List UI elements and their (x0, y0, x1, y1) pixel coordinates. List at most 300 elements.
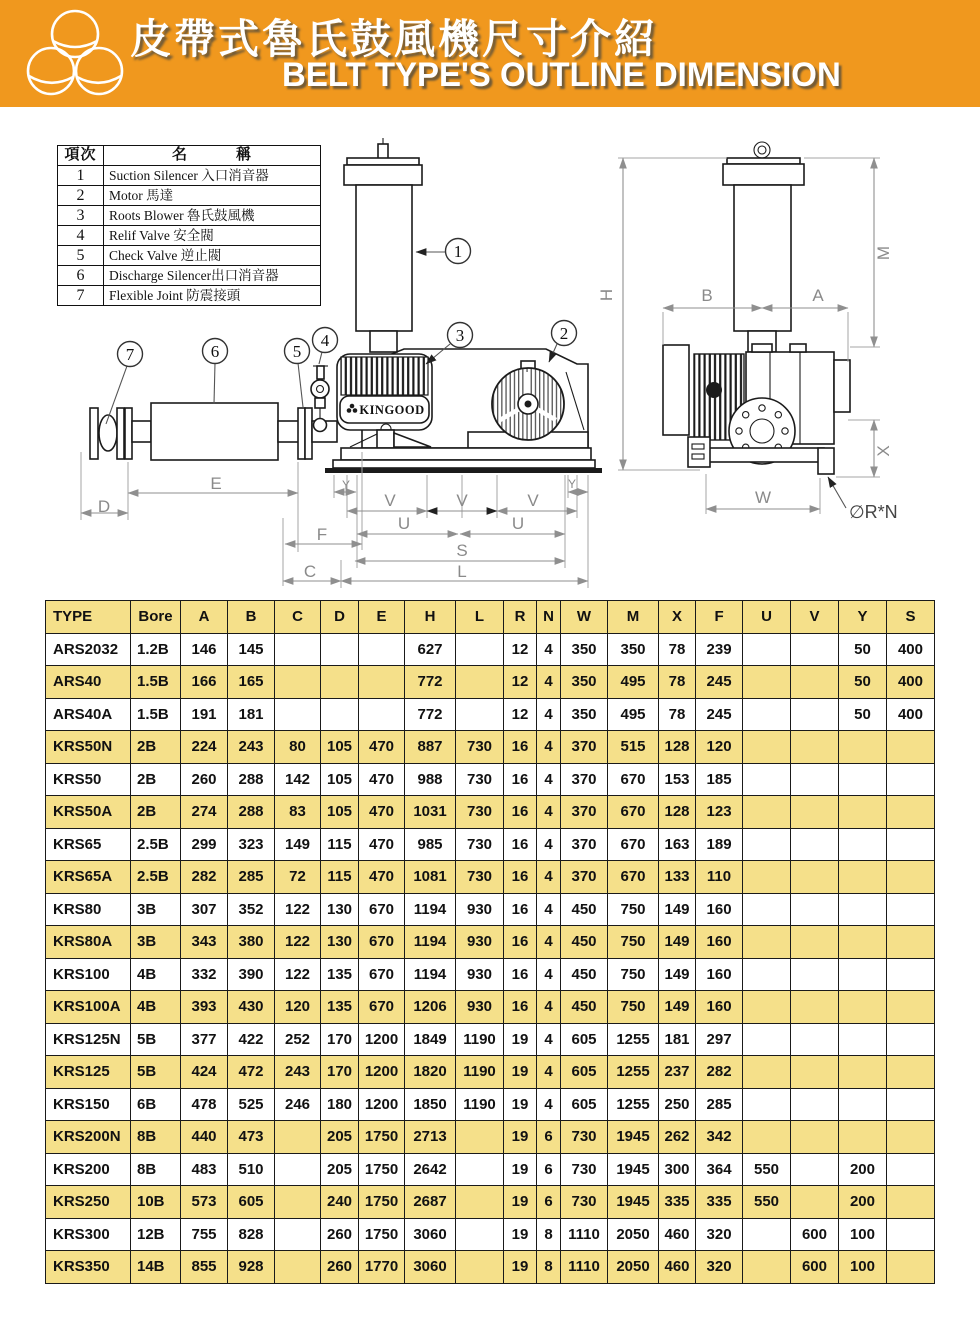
table-row (46, 1121, 935, 1154)
table-row (46, 1023, 935, 1056)
value-cell: 930 (456, 893, 504, 926)
value-cell: 185 (696, 763, 743, 796)
value-cell: 525 (228, 1088, 275, 1121)
value-cell: 243 (275, 1056, 321, 1089)
value-cell: 16 (503, 893, 536, 926)
end-view-drawing (597, 142, 898, 522)
table-row (46, 796, 935, 829)
legend-row (58, 206, 321, 226)
value-cell: 133 (659, 861, 696, 894)
value-cell: 297 (696, 1023, 743, 1056)
value-cell: 307 (181, 893, 228, 926)
type-cell: KRS80A (46, 926, 131, 959)
value-cell: 370 (561, 828, 608, 861)
dim-label-S: S (456, 541, 468, 560)
value-cell: 772 (405, 666, 456, 699)
value-cell: 105 (321, 763, 359, 796)
value-cell: 730 (561, 1186, 608, 1219)
column-header-d: D (321, 601, 359, 634)
value-cell (886, 1218, 934, 1251)
brand-mark (347, 403, 425, 417)
value-cell (321, 698, 359, 731)
type-cell: ARS2032 (46, 633, 131, 666)
value-cell: 1945 (608, 1186, 659, 1219)
value-cell: 16 (503, 958, 536, 991)
value-cell: 3060 (405, 1251, 456, 1284)
value-cell: 160 (696, 958, 743, 991)
value-cell: 120 (696, 731, 743, 764)
value-cell: 470 (359, 731, 405, 764)
table-row (46, 731, 935, 764)
dim-label-M: M (874, 245, 893, 261)
column-header-e: E (359, 601, 405, 634)
value-cell: 320 (696, 1218, 743, 1251)
value-cell: 985 (405, 828, 456, 861)
value-cell: 78 (659, 698, 696, 731)
value-cell: 16 (503, 731, 536, 764)
value-cell (321, 666, 359, 699)
value-cell: 19 (503, 1218, 536, 1251)
value-cell: 1945 (608, 1121, 659, 1154)
value-cell (838, 731, 886, 764)
type-cell: KRS100 (46, 958, 131, 991)
table-row (46, 666, 935, 699)
value-cell: 930 (456, 926, 504, 959)
value-cell (275, 698, 321, 731)
value-cell: 1750 (359, 1153, 405, 1186)
table-row (46, 893, 935, 926)
value-cell: 237 (659, 1056, 696, 1089)
value-cell (886, 731, 934, 764)
value-cell: 146 (181, 633, 228, 666)
column-header-v: V (791, 601, 839, 634)
value-cell: 335 (696, 1186, 743, 1219)
value-cell (791, 1088, 839, 1121)
value-cell (456, 1218, 504, 1251)
value-cell: 128 (659, 796, 696, 829)
value-cell: 1110 (561, 1218, 608, 1251)
value-cell (456, 666, 504, 699)
value-cell (743, 1056, 791, 1089)
value-cell: 772 (405, 698, 456, 731)
value-cell: 12B (131, 1218, 181, 1251)
value-cell: 243 (228, 731, 275, 764)
value-cell (886, 861, 934, 894)
value-cell (743, 1218, 791, 1251)
value-cell (743, 991, 791, 1024)
value-cell: 750 (608, 991, 659, 1024)
value-cell (743, 958, 791, 991)
legend-table (57, 145, 321, 306)
value-cell (791, 796, 839, 829)
value-cell: 100 (838, 1218, 886, 1251)
value-cell: 6 (536, 1153, 560, 1186)
value-cell: 1190 (456, 1023, 504, 1056)
value-cell: 855 (181, 1251, 228, 1284)
value-cell: 495 (608, 698, 659, 731)
value-cell: 478 (181, 1088, 228, 1121)
value-cell (886, 893, 934, 926)
value-cell: 170 (321, 1056, 359, 1089)
value-cell: 128 (659, 731, 696, 764)
table-row (46, 1251, 935, 1284)
legend-item-no: 5 (58, 246, 104, 266)
value-cell: 130 (321, 893, 359, 926)
value-cell: 1770 (359, 1251, 405, 1284)
value-cell: 470 (359, 861, 405, 894)
value-cell: 4 (536, 926, 560, 959)
value-cell (275, 1121, 321, 1154)
value-cell: 370 (561, 763, 608, 796)
value-cell: 515 (608, 731, 659, 764)
value-cell (791, 828, 839, 861)
page-title-zh: 皮帶式魯氏鼓風機尺寸介紹 (130, 16, 658, 62)
table-row (46, 1153, 935, 1186)
value-cell: 19 (503, 1023, 536, 1056)
legend-item-name: Discharge Silencer出口消音器 (104, 266, 321, 286)
value-cell: 605 (561, 1088, 608, 1121)
value-cell: 2.5B (131, 861, 181, 894)
value-cell: 149 (659, 958, 696, 991)
value-cell (743, 763, 791, 796)
value-cell: 224 (181, 731, 228, 764)
value-cell: 205 (321, 1153, 359, 1186)
value-cell: 2687 (405, 1186, 456, 1219)
legend-item-name: Suction Silencer 入口消音器 (104, 166, 321, 186)
callout-2: 2 (559, 324, 569, 343)
value-cell (743, 731, 791, 764)
value-cell: 342 (696, 1121, 743, 1154)
type-cell: ARS40 (46, 666, 131, 699)
value-cell: 2050 (608, 1218, 659, 1251)
value-cell: 1031 (405, 796, 456, 829)
value-cell: 600 (791, 1218, 839, 1251)
value-cell: 670 (359, 926, 405, 959)
value-cell (275, 1218, 321, 1251)
value-cell: 239 (696, 633, 743, 666)
value-cell: 16 (503, 926, 536, 959)
value-cell: 282 (696, 1056, 743, 1089)
value-cell: 364 (696, 1153, 743, 1186)
value-cell: 755 (181, 1218, 228, 1251)
value-cell: 1190 (456, 1088, 504, 1121)
value-cell: 262 (659, 1121, 696, 1154)
value-cell: 1200 (359, 1023, 405, 1056)
type-cell: KRS250 (46, 1186, 131, 1219)
base-frame (325, 448, 602, 473)
type-cell: KRS50 (46, 763, 131, 796)
value-cell: 377 (181, 1023, 228, 1056)
value-cell (456, 1186, 504, 1219)
value-cell: 323 (228, 828, 275, 861)
value-cell (791, 1023, 839, 1056)
table-row (46, 1088, 935, 1121)
value-cell: 19 (503, 1121, 536, 1154)
value-cell: 352 (228, 893, 275, 926)
dim-label-Y: Y (341, 478, 351, 492)
value-cell: 393 (181, 991, 228, 1024)
table-row (46, 991, 935, 1024)
value-cell: 4 (536, 828, 560, 861)
type-cell: KRS50N (46, 731, 131, 764)
column-header-c: C (275, 601, 321, 634)
value-cell: 332 (181, 958, 228, 991)
value-cell: 605 (228, 1186, 275, 1219)
value-cell: 2B (131, 796, 181, 829)
value-cell (743, 666, 791, 699)
value-cell: 370 (561, 731, 608, 764)
callout-7: 7 (125, 345, 135, 364)
type-cell: KRS200N (46, 1121, 131, 1154)
value-cell: 130 (321, 926, 359, 959)
value-cell: 4B (131, 958, 181, 991)
value-cell: 4 (536, 633, 560, 666)
value-cell: 1750 (359, 1121, 405, 1154)
type-cell: KRS300 (46, 1218, 131, 1251)
value-cell: 166 (181, 666, 228, 699)
value-cell: 3B (131, 893, 181, 926)
value-cell: 205 (321, 1121, 359, 1154)
value-cell (791, 958, 839, 991)
value-cell: 730 (561, 1121, 608, 1154)
value-cell: 335 (659, 1186, 696, 1219)
type-cell: KRS200 (46, 1153, 131, 1186)
value-cell: 80 (275, 731, 321, 764)
value-cell: 4 (536, 796, 560, 829)
value-cell: 181 (228, 698, 275, 731)
value-cell: 115 (321, 828, 359, 861)
value-cell: 1200 (359, 1056, 405, 1089)
value-cell: 16 (503, 796, 536, 829)
column-header-type: TYPE (46, 601, 131, 634)
legend-item-name: Check Valve 逆止閥 (104, 246, 321, 266)
value-cell: 240 (321, 1186, 359, 1219)
column-header-u: U (743, 601, 791, 634)
value-cell: 142 (275, 763, 321, 796)
value-cell (275, 1251, 321, 1284)
value-cell: 14B (131, 1251, 181, 1284)
column-header-h: H (405, 601, 456, 634)
legend-row (58, 186, 321, 206)
value-cell (838, 861, 886, 894)
value-cell (321, 633, 359, 666)
value-cell (886, 1088, 934, 1121)
legend-header-name: 名 稱 (104, 146, 321, 166)
value-cell: 50 (838, 666, 886, 699)
value-cell: 470 (359, 828, 405, 861)
check-valve-part (298, 408, 305, 459)
dimension-table (45, 600, 935, 1284)
value-cell: 180 (321, 1088, 359, 1121)
value-cell: 123 (696, 796, 743, 829)
value-cell (886, 1023, 934, 1056)
value-cell: 12 (503, 698, 536, 731)
relief-valve-part (311, 366, 329, 432)
value-cell: 4 (536, 861, 560, 894)
column-header-x: X (659, 601, 696, 634)
value-cell: 440 (181, 1121, 228, 1154)
table-row (46, 1056, 935, 1089)
legend-item-no: 2 (58, 186, 104, 206)
value-cell: 8 (536, 1251, 560, 1284)
value-cell: 470 (359, 796, 405, 829)
value-cell: 245 (696, 698, 743, 731)
value-cell: 160 (696, 991, 743, 1024)
value-cell: 390 (228, 958, 275, 991)
value-cell: 122 (275, 893, 321, 926)
column-header-y: Y (838, 601, 886, 634)
value-cell (456, 1153, 504, 1186)
value-cell (838, 958, 886, 991)
value-cell: 670 (359, 991, 405, 1024)
value-cell: 120 (275, 991, 321, 1024)
value-cell: 1200 (359, 1088, 405, 1121)
value-cell: 350 (608, 633, 659, 666)
value-cell: 149 (275, 828, 321, 861)
value-cell: 19 (503, 1153, 536, 1186)
value-cell: 400 (886, 698, 934, 731)
table-row (46, 1218, 935, 1251)
type-cell: ARS40A (46, 698, 131, 731)
value-cell: 350 (561, 666, 608, 699)
value-cell (456, 633, 504, 666)
value-cell: 730 (456, 763, 504, 796)
value-cell: 8B (131, 1121, 181, 1154)
value-cell: 149 (659, 893, 696, 926)
table-row (46, 763, 935, 796)
value-cell: 1.2B (131, 633, 181, 666)
value-cell: 105 (321, 731, 359, 764)
value-cell (838, 926, 886, 959)
value-cell (275, 1153, 321, 1186)
dim-label-A: A (812, 286, 824, 305)
value-cell: 6 (536, 1121, 560, 1154)
value-cell: 670 (608, 796, 659, 829)
legend-item-name: Flexible Joint 防震接頭 (104, 286, 321, 306)
value-cell (743, 633, 791, 666)
value-cell: 495 (608, 666, 659, 699)
value-cell: 149 (659, 991, 696, 1024)
value-cell: 246 (275, 1088, 321, 1121)
value-cell: 605 (561, 1023, 608, 1056)
value-cell: 730 (456, 731, 504, 764)
value-cell: 170 (321, 1023, 359, 1056)
value-cell: 460 (659, 1251, 696, 1284)
value-cell: 750 (608, 893, 659, 926)
column-header-m: M (608, 601, 659, 634)
value-cell: 370 (561, 796, 608, 829)
value-cell: 1194 (405, 926, 456, 959)
value-cell (791, 731, 839, 764)
value-cell: 181 (659, 1023, 696, 1056)
value-cell (791, 991, 839, 1024)
value-cell: 605 (561, 1056, 608, 1089)
value-cell: 50 (838, 633, 886, 666)
value-cell: 930 (456, 991, 504, 1024)
value-cell: 288 (228, 763, 275, 796)
value-cell: 320 (696, 1251, 743, 1284)
value-cell (743, 1023, 791, 1056)
value-cell: 510 (228, 1153, 275, 1186)
value-cell: 4B (131, 991, 181, 1024)
value-cell: 252 (275, 1023, 321, 1056)
legend-row (58, 286, 321, 306)
value-cell: 928 (228, 1251, 275, 1284)
value-cell: 550 (743, 1153, 791, 1186)
value-cell (838, 763, 886, 796)
value-cell: 550 (743, 1186, 791, 1219)
value-cell: 16 (503, 763, 536, 796)
value-cell: 370 (561, 861, 608, 894)
type-cell: KRS150 (46, 1088, 131, 1121)
value-cell (791, 1153, 839, 1186)
value-cell: 3060 (405, 1218, 456, 1251)
value-cell: 4 (536, 731, 560, 764)
value-cell (743, 1121, 791, 1154)
value-cell (791, 861, 839, 894)
value-cell (838, 828, 886, 861)
value-cell (886, 1186, 934, 1219)
brand-text: KINGOOD (359, 403, 425, 417)
value-cell (838, 1121, 886, 1154)
value-cell (743, 1251, 791, 1284)
value-cell: 6B (131, 1088, 181, 1121)
value-cell (359, 666, 405, 699)
value-cell: 288 (228, 796, 275, 829)
value-cell: 4 (536, 991, 560, 1024)
value-cell (886, 1056, 934, 1089)
column-header-w: W (561, 601, 608, 634)
column-header-a: A (181, 601, 228, 634)
value-cell: 299 (181, 828, 228, 861)
callout-3: 3 (455, 326, 465, 345)
value-cell: 260 (321, 1251, 359, 1284)
column-header-l: L (456, 601, 504, 634)
value-cell (886, 763, 934, 796)
value-cell: 200 (838, 1186, 886, 1219)
value-cell: 450 (561, 991, 608, 1024)
value-cell: 160 (696, 893, 743, 926)
value-cell: 930 (456, 958, 504, 991)
value-cell: 380 (228, 926, 275, 959)
value-cell (886, 991, 934, 1024)
value-cell (791, 1186, 839, 1219)
value-cell: 12 (503, 633, 536, 666)
value-cell (791, 763, 839, 796)
value-cell (886, 1121, 934, 1154)
value-cell: 282 (181, 861, 228, 894)
value-cell: 730 (456, 796, 504, 829)
value-cell (743, 861, 791, 894)
type-cell: KRS80 (46, 893, 131, 926)
value-cell (886, 926, 934, 959)
value-cell (838, 893, 886, 926)
value-cell: 670 (359, 893, 405, 926)
value-cell (743, 1088, 791, 1121)
value-cell (456, 1251, 504, 1284)
value-cell: 2642 (405, 1153, 456, 1186)
value-cell: 450 (561, 958, 608, 991)
legend-item-name: Motor 馬達 (104, 186, 321, 206)
suction-silencer-part (344, 138, 422, 352)
type-cell: KRS350 (46, 1251, 131, 1284)
callout-6: 6 (210, 342, 220, 361)
value-cell (743, 893, 791, 926)
value-cell (886, 796, 934, 829)
dim-label-H: H (597, 288, 616, 302)
table-row (46, 828, 935, 861)
table-row (46, 1186, 935, 1219)
